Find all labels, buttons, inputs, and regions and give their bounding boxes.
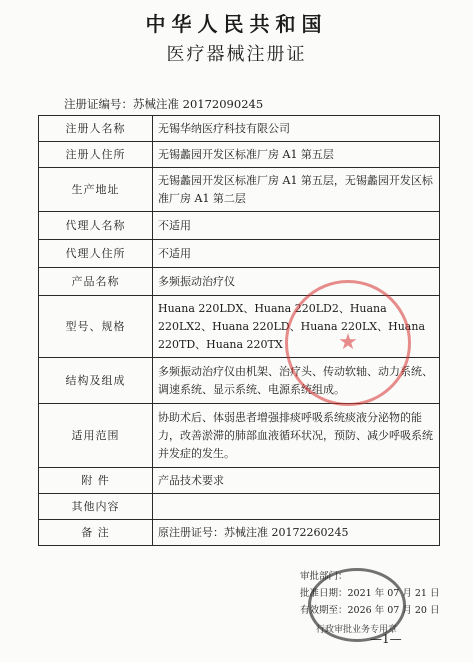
row-label: 代理人名称 (39, 212, 153, 240)
row-value: 无锡蠡园开发区标准厂房 A1 第五层 (153, 142, 440, 168)
row-value: 无锡蠡园开发区标准厂房 A1 第五层，无锡蠡园开发区标准厂房 A1 第二层 (153, 168, 440, 212)
table-row (39, 358, 440, 404)
valid-until: 有效期至：2026 年 07 月 20 日 (300, 605, 440, 616)
approval-date: 批准日期：2021 年 07 月 21 日 (300, 588, 440, 599)
row-value: 无锡华纳医疗科技有限公司 (153, 116, 440, 142)
table-row (39, 116, 440, 142)
page-title: 中华人民共和国 (145, 12, 328, 36)
table-row (39, 296, 440, 358)
row-value: 产品技术要求 (153, 468, 440, 494)
table-row (39, 468, 440, 494)
table-row (39, 404, 440, 468)
row-value: 不适用 (153, 212, 440, 240)
table-row (39, 240, 440, 268)
table-row (39, 142, 440, 168)
row-label: 注册人住所 (39, 142, 153, 168)
row-label: 结构及组成 (39, 358, 153, 404)
row-value: 协助术后、体弱患者增强排痰呼吸系统痰液分泌物的能力，改善淤滞的肺部血液循环状况，预防、减少呼吸系统并发症的发生。 (153, 404, 440, 468)
row-label: 产品名称 (39, 268, 153, 296)
registration-number-label: 注册证编号： (64, 97, 133, 111)
row-value: 多频振动治疗仪 (153, 268, 440, 296)
row-label: 型号、规格 (39, 296, 153, 358)
table-row (39, 494, 440, 520)
seal-caption: 行政审批业务专用章 (316, 625, 398, 635)
approval-dept: 审批部门： (300, 571, 348, 582)
row-label: 适用范围 (39, 404, 153, 468)
row-value: 不适用 (153, 240, 440, 268)
row-label: 注册人名称 (39, 116, 153, 142)
row-label: 备 注 (39, 520, 153, 546)
row-label: 附 件 (39, 468, 153, 494)
row-value: 多频振动治疗仪由机架、治疗头、传动软轴、动力系统、调速系统、显示系统、电源系统组成。 (153, 358, 440, 404)
table-row (39, 520, 440, 546)
row-label: 其他内容 (39, 494, 153, 520)
row-label: 生产地址 (39, 168, 153, 212)
certificate-table (38, 115, 440, 546)
page-number: —1— (370, 632, 402, 646)
registration-number (64, 96, 263, 112)
registration-number-value: 苏械注准 20172090245 (133, 97, 264, 111)
table-row (39, 168, 440, 212)
stamp-star-icon: ★ (338, 330, 358, 355)
table-row (39, 212, 440, 240)
row-value: Huana 220LDX、Huana 220LD2、Huana 220LX2、Huana 220LD、Huana 220LX、Huana 220TD、Huana 220TX (153, 296, 440, 358)
row-value: 原注册证号：苏械注准 20172260245 (153, 520, 440, 546)
table-row (39, 268, 440, 296)
certificate-subtitle: 医疗器械注册证 (166, 44, 307, 65)
row-label: 代理人住所 (39, 240, 153, 268)
row-value (153, 494, 440, 520)
